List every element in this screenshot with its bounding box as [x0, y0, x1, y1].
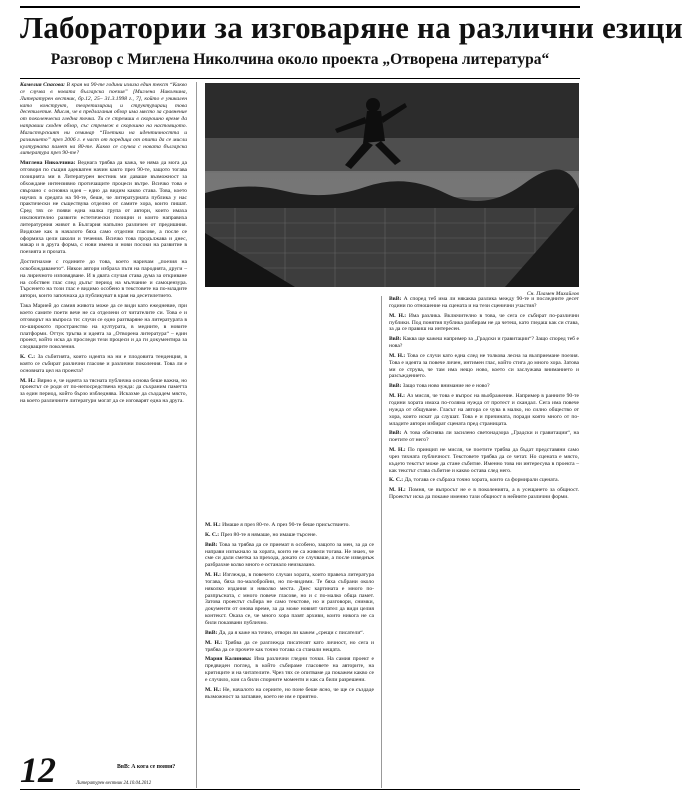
paragraph-text: През 80-те я нямаше, но имаше търсене. [220, 531, 317, 538]
paragraph-text: Това за трябва да се приемат в особено, защото за мен, за да се направи изпъкнало за хората, които не са живели тогава. Не знаех, че сме си дали сметка за прехода, докато се случваше, а после изведнъж разбрахме колко много е останало неизказано. [205, 541, 374, 569]
closing-question: ВвВ: А кога се появи? [117, 764, 176, 770]
paragraph [20, 160, 187, 256]
paragraph [205, 522, 374, 529]
paragraph-text: А това обяснява ли засилено светонадзора „Градски и гравитации“, на поетите от него? [389, 430, 579, 444]
speaker-label: ВвВ: [389, 430, 404, 437]
paragraph-text: Веднага трябва да кажа, че няма да мога да отговоря по същия адекватен начин както през 90-те, защото тогава позицията ми в Литературен вестник ми даваше възможност за обхождане интензивно протичащите процеси вътре. Всичко това е свързано с основна идея – едно да видим какво става. Това, което научих в средата на 90-те, беше, че литературната публика у нас практически не съществува отделно от самите хора, които пишат. Сред тях се появи една малка група от автори, които имаха изключително развити естетически позиции и които направиха литературния живот в България напълно различен от предишния. Видяхме как в началото бяха само отделни гласове, а после се оформиха цели школи и течения. Всичко това продължава и днес, макар и в друга форма, с нови имена и нови посоки на развитие в поезията и прозата. [20, 160, 188, 256]
top-rule [20, 6, 580, 8]
paragraph-text: А според теб има ли някаква разлика между 90-те и последните десет години по отношение на сцената и на тези сценични участия? [389, 296, 579, 309]
speaker-label: Миглена Николчина: [20, 160, 78, 167]
paragraph [20, 354, 187, 375]
paragraph [205, 687, 374, 701]
paragraph [205, 640, 374, 654]
footer-rule [20, 789, 580, 790]
speaker-label: М. Н.: [205, 639, 225, 646]
paragraph [389, 296, 579, 310]
paragraph-text: Така Марией до самия живота може да се види като ежедневие, при което самите поети вече не са отделени от читателите си. Това е и отговорът на въпроса ти: случи се едно разтваряне на литературата в по-широкото пространство на културата, в медиите, в новите платформи. Оттук тръгва и идеята за „Отворена литература“ – един проект, който иска да проследи тези процеси и да ги документира за следващите поколения. [20, 303, 187, 351]
speaker-label: М. Н.: [20, 377, 38, 384]
speaker-label: ВвВ: [205, 629, 219, 636]
paragraph [389, 383, 579, 390]
article-column-3 [389, 296, 579, 788]
paragraph [389, 393, 579, 427]
paragraph-text: Аз мисля, че това е въпрос на въображение. Например в ранните 90-те години хората имаха по-голяма нужда от протест и скандал. Сега има повече нужда от общуване. Гласът на автора се чува в малко, но силно общество от хора, които искат да слушат. Това е и причината, поради която много от по-младите автори избират сцената пред страницата. [389, 393, 579, 427]
article-column-1 [20, 82, 187, 755]
paragraph [389, 430, 579, 444]
paragraph-text: Има разлика. Включително в това, че сега се събират по-различни публики. Под понятия публика разбирам не да четеш, като гледаш как си става, за да се правиш на интересен. [389, 312, 579, 333]
photo-illustration [205, 83, 579, 287]
paragraph-text: По принцип не мисля, че поетите трябва да бъдат представяни само чрез тяхната публичност. Текстовете трябва да се четат. Но сцената е място, където текстът може да стане събитие. Именно това ни интересува в проекта – как текстът става събитие и какво остава след него. [389, 447, 579, 474]
column-divider [196, 82, 197, 788]
subheadline: Разговор с Миглена Николчина около проекта „Отворена литература“ [50, 51, 550, 68]
paragraph [20, 82, 187, 157]
paragraph-text: Вярно е, че идеята за тясната публична основа беше важна, но проектът се роди от по-непосредствена нужда: да съхраним паметта за един период, който бързо избледнява. Искахме да създадем място, на което различните литератури могат да се изговарят една на друга. [20, 377, 187, 405]
paragraph-text: В края на 90-те години излиза един текст “Какво се случва в новата българска поезия” [Миглена Николчина, Литературен вестник, бр.12, 25– 31.3.1998 г., 7], който е уникален като конструкт, теоретизиращ и структуриращ това десетилетие. Мисля, че в предлагания обзор има място за сравнение от поколенческа гледна точка. Ти се стремиш в скорошно време да направиш сходен обзор, със стремеж в скорошно на настоящото. Магистърският ни семинар “Поетики на идентичността и различието” през 2006 г. е част от поредица от опити да се мисли културната памет на 80-те. Какво се случва с новата българска литература през 90-те? [20, 82, 188, 157]
article-photo [205, 83, 579, 287]
speaker-label: М. Н.: [205, 522, 223, 528]
speaker-label: М. Н.: [205, 686, 223, 693]
paragraph [205, 572, 374, 627]
speaker-label: ВвВ: [205, 541, 220, 548]
paragraph-text: Помня, че въпросът не е в поколенията, а в усещането за общност. Проектът иска да покаже именно тази общност в нейните различни форми. [389, 487, 579, 501]
speaker-label: Камелия Спасова: [20, 82, 67, 88]
paragraph [389, 477, 579, 484]
speaker-label: М. Н.: [389, 393, 407, 400]
speaker-label: М. Н.: [389, 352, 408, 359]
paragraph [20, 303, 187, 351]
paragraph-text: Изглежда, в повечето случаи хората, които правеха литература тогава, бяха по-малобройни, но по-видими. Те бяха събрани около няколко издания и няколко места. Днес картината е много по-разпръсната, с много повече гласове, но и с по-малко обща памет. Затова проектът събира не само текстове, но и разговори, снимки, документи от онова време, за да може новият читател да види целия контекст. Оказа се, че много хора пазят архиви, които никога не са били показвани публично. [205, 572, 374, 626]
footer-text: Литературен вестник 24.10.04.2012 [76, 781, 152, 786]
speaker-label: М. Н.: [205, 572, 223, 579]
headline: Лаборатории за изговаряне на различни езици [20, 10, 683, 45]
speaker-label: ВвВ: [389, 296, 404, 302]
speaker-label: К. С.: [20, 354, 38, 361]
column-divider [381, 296, 382, 788]
paragraph-text: Да, да я каже на точно, отвори ли кажем „срещи с писатели“. [218, 629, 365, 636]
paragraph-text: Достигнахме с годините до това, което наричам „поезия на освобождаването“. Някои автори избраха пътя на пародията, други – на лиричното изповядване. И в двата случая става дума за откриване на собствен глас след дълъг период на мълчание и самоцензура. Търсенето на този глас е видимо особено в текстовете на по-младите автори, които започнаха да публикуват в края на десетилетието. [20, 259, 187, 300]
paragraph [20, 259, 187, 300]
paragraph-text: Защо това ново внимание не е ново? [402, 383, 490, 390]
paragraph-text: Каква ще кажеш например за „Градски и гравитации“? Защо според теб е нова? [389, 336, 579, 350]
speaker-label: М. Н.: [389, 312, 409, 319]
speaker-label: Мария Калинова: [205, 656, 255, 663]
paragraph [205, 630, 374, 637]
paragraph-text: Трябва да се разглежда писателят като личност, но сега и трябва да се прочете как точно тогава са станали нещата. [205, 639, 374, 653]
paragraph-text: Не, началото на сериите, но поне беше ясно, че ще се създаде възможност за заглавие, което не им е приятно. [205, 686, 374, 700]
speaker-label: ВвВ: [389, 383, 403, 390]
paragraph [389, 353, 579, 380]
paragraph-text: Има различни гледни точки. На самия проект е предвиден поглед, в който събираме гласовете на авторите, на критиците и на читателите. Чрез тях се опитваме да покажем какво се е случило, кои са били спорните моменти и как са били разрешени. [205, 656, 375, 683]
paragraph [389, 313, 579, 334]
paragraph [20, 378, 187, 405]
speaker-label: М. Н.: [389, 487, 409, 494]
paragraph [205, 656, 374, 683]
paragraph-text: Да, тогава се събраха точно хората, които са формирали сцената. [404, 477, 560, 484]
paragraph [389, 487, 579, 501]
subheadline-rule [20, 78, 580, 79]
speaker-label: ВвВ: [389, 336, 403, 343]
speaker-label: М. Н.: [389, 447, 408, 454]
paragraph [389, 447, 579, 474]
paragraph-text: Имаше я през 80-те. А през 90-те беше присъствието. [222, 522, 350, 528]
paragraph [389, 336, 579, 350]
speaker-label: К. С.: [205, 531, 221, 538]
photo-credit: Сн. Пламен Михайлов [526, 291, 579, 297]
speaker-label: К. С.: [389, 477, 405, 484]
article-column-2 [205, 522, 374, 787]
paragraph-text: Това се случи като една след не толкова лесна за възприемане поезия. Това е идеята за повече личен, интимен глас, който стига до много хора. Затова ми се струва, че там има нещо ново, което си заслужава вниманието и разсъждението. [389, 352, 579, 380]
paragraph [205, 542, 374, 569]
paragraph [205, 532, 374, 539]
paragraph-text: За събитията, които идеята на ни е плодовита тенденция, в която се събират различни гласове и различни поколения. Това ли е основната цел на проекта? [20, 354, 187, 374]
page-number: 12 [20, 750, 56, 790]
